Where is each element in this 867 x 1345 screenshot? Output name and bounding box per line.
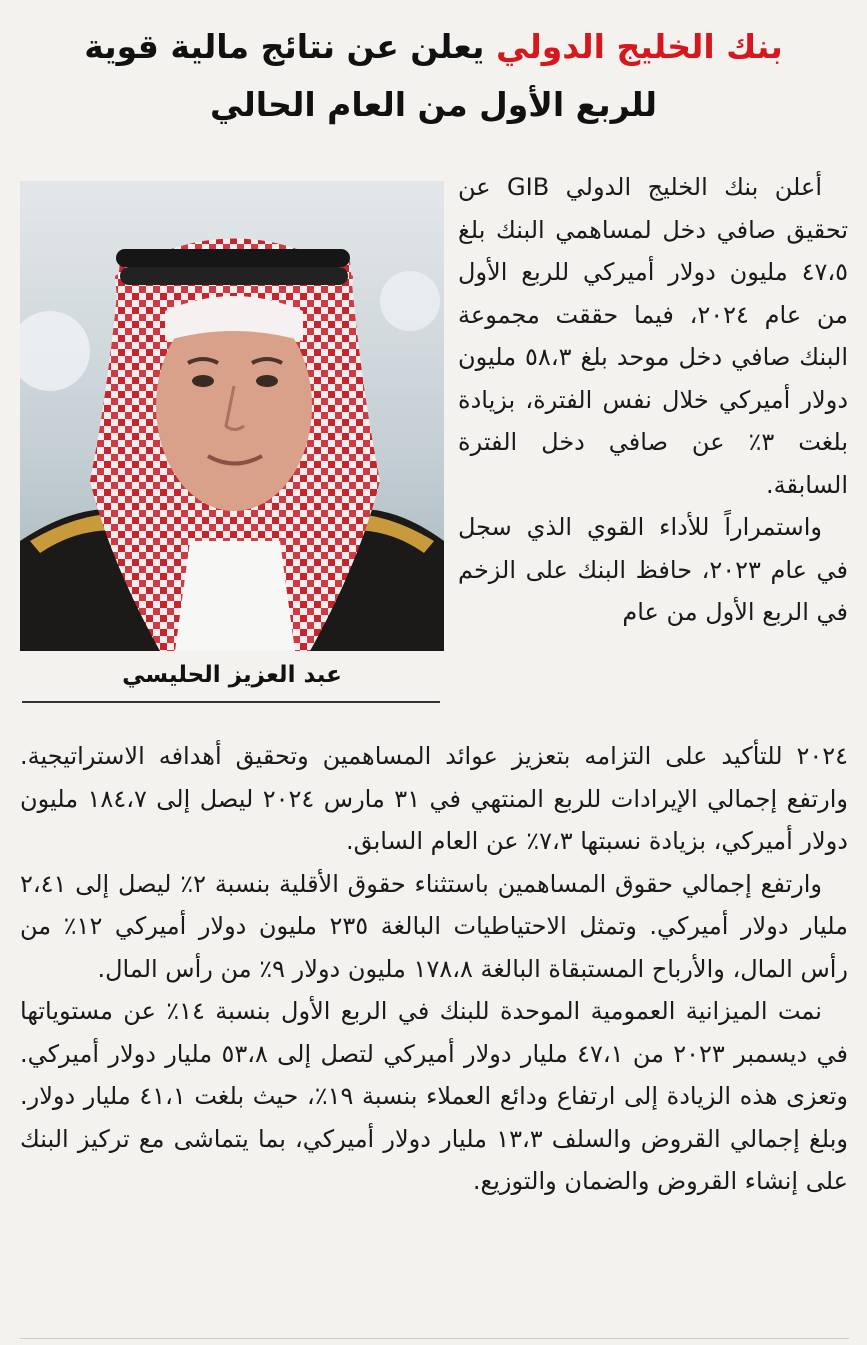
paragraph-4: نمت الميزانية العمومية الموحدة للبنك في الربع الأول بنسبة ١٤٪ عن مستوياتها في ديسمبر ٢٠٢٣ من ٤٧،١ مليار دولار أميركي لتصل إلى ٥٣،٨ مليار دولار أميركي. وتعزى هذه الزيادة إلى ارتفاع ودائع العملاء بنسبة ١٩٪، حيث بلغت ٤١،١ مليار دولار. وبلغ إجمالي القروض والسلف ١٣،٣ مليار دولار أميركي، بما يتماشى مع تركيز البنك على إنشاء القروض والضمان والتوزيع. (20, 997, 849, 1195)
article-column-text (458, 166, 848, 634)
headline-line-1 (20, 18, 847, 76)
portrait-illustration (20, 181, 444, 651)
photo-caption: عبد العزيز الحليسي (122, 662, 342, 688)
paragraph-2-continued: ٢٠٢٤ للتأكيد على التزامه بتعزيز عوائد المساهمين وتحقيق أهدافه الاستراتيجية. وارتفع إجمالي الإيرادات للربع المنتهي في ٣١ مارس ٢٠٢٤ ليصل إلى ١٨٤،٧ مليون دولار أميركي، بزيادة نسبتها ٧،٣٪ عن العام السابق. (20, 742, 849, 855)
headline-line-2: للربع الأول من العام الحالي (210, 85, 657, 124)
article-headline (20, 18, 847, 134)
article-full-width-text (20, 735, 848, 1203)
caption-divider (22, 701, 440, 703)
paragraph-1: أعلن بنك الخليج الدولي GIB عن تحقيق صافي دخل لمساهمي البنك بلغ ٤٧،٥ مليون دولار أميركي للربع الأول من عام ٢٠٢٤، فيما حققت مجموعة البنك صافي دخل موحد بلغ ٥٨،٣ مليون دولار أميركي خلال نفس الفترة، بزيادة بلغت ٣٪ عن صافي دخل الفترة السابقة. (458, 173, 849, 499)
paragraph-2-start: واستمراراً للأداء القوي الذي سجل في عام ٢٠٢٣، حافظ البنك على الزخم في الربع الأول من عام (458, 513, 848, 626)
portrait-photo (20, 181, 444, 651)
paragraph-3: وارتفع إجمالي حقوق المساهمين باستثناء حقوق الأقلية بنسبة ٢٪ ليصل إلى ٢،٤١ مليار دولار أميركي. وتمثل الاحتياطيات البالغة ٢٣٥ مليون دولار أميركي ١٢٪ من رأس المال، والأرباح المستبقاة البالغة ١٧٨،٨ مليون دولار ٩٪ من رأس المال. (20, 869, 848, 983)
headline-bank-name: بنك الخليج الدولي (495, 27, 783, 66)
headline-line-1-rest: يعلن عن نتائج مالية قوية (84, 27, 485, 66)
bottom-divider (20, 1338, 849, 1339)
